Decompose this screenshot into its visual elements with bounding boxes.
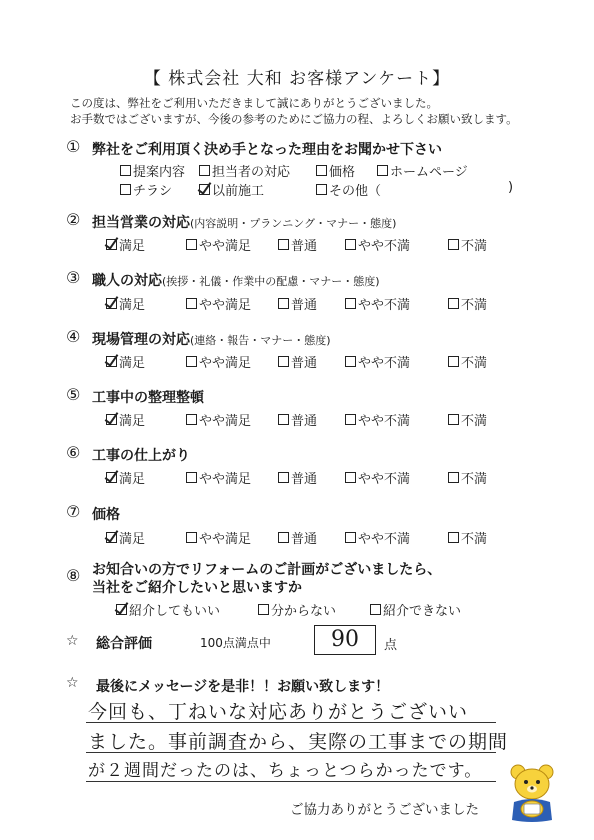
q7-option-dissatisfied[interactable]: 不満 xyxy=(448,528,487,547)
checkbox-icon[interactable] xyxy=(448,414,459,425)
overall-scale: 100点満点中 xyxy=(200,636,271,650)
score-field[interactable]: 90 xyxy=(314,625,376,655)
question-1-text: 弊社をご利用頂く決め手となった理由をお聞かせ下さい xyxy=(92,142,442,158)
message-line-2: ました。事前調査から、実際の工事までの期間 xyxy=(88,731,509,753)
question-8-text: お知合いの方でリフォームのご計画がございましたら、 xyxy=(92,562,442,578)
q4-option-somewhat-dissatisfied[interactable]: やや不満 xyxy=(345,352,410,371)
q2-option-satisfied[interactable]: 満足 xyxy=(106,235,145,254)
checked-checkbox-icon[interactable] xyxy=(106,472,117,483)
closing-message: ご協力ありがとうございました xyxy=(290,802,479,818)
checkbox-icon[interactable] xyxy=(199,165,210,176)
question-7-number: ⑦ xyxy=(66,502,81,521)
checkbox-icon[interactable] xyxy=(370,604,381,615)
q2-option-neutral[interactable]: 普通 xyxy=(278,235,317,254)
question-6-text: 工事の仕上がり xyxy=(92,448,190,464)
message-underline xyxy=(86,781,496,782)
checkbox-icon[interactable] xyxy=(345,239,356,250)
q4-option-neutral[interactable]: 普通 xyxy=(278,352,317,371)
checkbox-icon[interactable] xyxy=(278,414,289,425)
checkbox-icon[interactable] xyxy=(278,532,289,543)
q1-option-other[interactable]: その他（ xyxy=(316,180,381,199)
q6-option-somewhat-dissatisfied[interactable]: やや不満 xyxy=(345,468,410,487)
checkbox-icon[interactable] xyxy=(448,356,459,367)
checkbox-icon[interactable] xyxy=(345,414,356,425)
question-2-number: ② xyxy=(66,210,81,229)
q5-option-neutral[interactable]: 普通 xyxy=(278,410,317,429)
question-8-number: ⑧ xyxy=(66,566,81,585)
checkbox-icon[interactable] xyxy=(186,472,197,483)
checked-checkbox-icon[interactable] xyxy=(106,356,117,367)
message-underline xyxy=(86,752,496,753)
q6-option-somewhat-satisfied[interactable]: やや満足 xyxy=(186,468,251,487)
q1-option-previous-work[interactable]: 以前施工 xyxy=(199,180,264,199)
checkbox-icon[interactable] xyxy=(448,298,459,309)
question-8-text-line-2: 当社をご紹介したいと思いますか xyxy=(92,580,302,596)
checkbox-icon[interactable] xyxy=(186,356,197,367)
q8-option-unsure[interactable]: 分からない xyxy=(258,600,336,619)
q2-option-somewhat-satisfied[interactable]: やや満足 xyxy=(186,235,251,254)
checkbox-icon[interactable] xyxy=(120,165,131,176)
q6-option-dissatisfied[interactable]: 不満 xyxy=(448,468,487,487)
question-2-text: 担当営業の対応(内容説明・プランニング・マナー・態度) xyxy=(92,215,397,231)
intro-line-1: この度は、弊社をご利用いただきまして誠にありがとうございました。 xyxy=(70,96,438,110)
checked-checkbox-icon[interactable] xyxy=(106,532,117,543)
checkbox-icon[interactable] xyxy=(186,414,197,425)
q1-option-staff[interactable]: 担当者の対応 xyxy=(199,161,290,180)
q3-option-dissatisfied[interactable]: 不満 xyxy=(448,294,487,313)
checkbox-icon[interactable] xyxy=(186,298,197,309)
q7-option-somewhat-satisfied[interactable]: やや満足 xyxy=(186,528,251,547)
bear-mascot-icon xyxy=(506,762,558,826)
checked-checkbox-icon[interactable] xyxy=(106,239,117,250)
checkbox-icon[interactable] xyxy=(278,298,289,309)
question-5-text: 工事中の整理整頓 xyxy=(92,390,204,406)
star-icon: ☆ xyxy=(66,633,79,649)
q1-option-flyer[interactable]: チラシ xyxy=(120,180,172,199)
checkbox-icon[interactable] xyxy=(345,472,356,483)
intro-line-2: お手数ではございますが、今後の参考のためにご協力の程、よろしくお願い致します。 xyxy=(70,112,518,126)
checkbox-icon[interactable] xyxy=(258,604,269,615)
q3-option-somewhat-dissatisfied[interactable]: やや不満 xyxy=(345,294,410,313)
checked-checkbox-icon[interactable] xyxy=(106,414,117,425)
star-icon: ☆ xyxy=(66,675,79,691)
checkbox-icon[interactable] xyxy=(186,532,197,543)
q4-option-somewhat-satisfied[interactable]: やや満足 xyxy=(186,352,251,371)
q1-option-homepage[interactable]: ホームページ xyxy=(377,161,468,180)
checkbox-icon[interactable] xyxy=(377,165,388,176)
page-title: 【 株式会社 大和 お客様アンケート】 xyxy=(143,69,451,89)
checkbox-icon[interactable] xyxy=(316,184,327,195)
message-line-3: が２週間だったのは、ちょっとつらかったです。 xyxy=(88,761,483,781)
q4-option-satisfied[interactable]: 満足 xyxy=(106,352,145,371)
message-label: 最後にメッセージを是非！！お願い致します！ xyxy=(96,679,390,695)
q2-option-dissatisfied[interactable]: 不満 xyxy=(448,235,487,254)
checkbox-icon[interactable] xyxy=(186,239,197,250)
q4-option-dissatisfied[interactable]: 不満 xyxy=(448,352,487,371)
q6-option-satisfied[interactable]: 満足 xyxy=(106,468,145,487)
q7-option-satisfied[interactable]: 満足 xyxy=(106,528,145,547)
question-3-number: ③ xyxy=(66,268,81,287)
q5-option-dissatisfied[interactable]: 不満 xyxy=(448,410,487,429)
q5-option-somewhat-satisfied[interactable]: やや満足 xyxy=(186,410,251,429)
checked-checkbox-icon[interactable] xyxy=(116,604,127,615)
q1-option-proposal[interactable]: 提案内容 xyxy=(120,161,185,180)
overall-label: 総合評価 xyxy=(96,636,152,652)
checkbox-icon[interactable] xyxy=(448,532,459,543)
checked-checkbox-icon[interactable] xyxy=(199,184,210,195)
checkbox-icon[interactable] xyxy=(345,532,356,543)
question-4-text: 現場管理の対応(連絡・報告・マナー・態度) xyxy=(92,332,331,348)
question-6-number: ⑥ xyxy=(66,443,81,462)
checkbox-icon[interactable] xyxy=(278,239,289,250)
question-3-text: 職人の対応(挨拶・礼儀・作業中の配慮・マナー・態度) xyxy=(92,273,380,289)
question-1-number: ① xyxy=(66,137,81,156)
q1-other-close-paren: ) xyxy=(508,180,514,195)
question-7-text: 価格 xyxy=(92,507,120,523)
message-underline xyxy=(86,722,496,723)
checkbox-icon[interactable] xyxy=(278,472,289,483)
checkbox-icon[interactable] xyxy=(345,356,356,367)
question-5-number: ⑤ xyxy=(66,385,81,404)
q8-option-cannot-refer[interactable]: 紹介できない xyxy=(370,600,461,619)
checkbox-icon[interactable] xyxy=(120,184,131,195)
checkbox-icon[interactable] xyxy=(345,298,356,309)
checkbox-icon[interactable] xyxy=(316,165,327,176)
question-4-number: ④ xyxy=(66,327,81,346)
q5-option-satisfied[interactable]: 満足 xyxy=(106,410,145,429)
q3-option-neutral[interactable]: 普通 xyxy=(278,294,317,313)
q7-option-neutral[interactable]: 普通 xyxy=(278,528,317,547)
q6-option-neutral[interactable]: 普通 xyxy=(278,468,317,487)
q3-option-somewhat-satisfied[interactable]: やや満足 xyxy=(186,294,251,313)
checkbox-icon[interactable] xyxy=(448,472,459,483)
q5-option-somewhat-dissatisfied[interactable]: やや不満 xyxy=(345,410,410,429)
checkbox-icon[interactable] xyxy=(448,239,459,250)
q8-option-can-refer[interactable]: 紹介してもいい xyxy=(116,600,220,619)
message-line-1: 今回も、丁ねいな対応ありがとうございい xyxy=(88,701,469,723)
checked-checkbox-icon[interactable] xyxy=(106,298,117,309)
q3-option-satisfied[interactable]: 満足 xyxy=(106,294,145,313)
q7-option-somewhat-dissatisfied[interactable]: やや不満 xyxy=(345,528,410,547)
checkbox-icon[interactable] xyxy=(278,356,289,367)
q1-option-price[interactable]: 価格 xyxy=(316,161,355,180)
score-unit: 点 xyxy=(384,638,398,653)
q2-option-somewhat-dissatisfied[interactable]: やや不満 xyxy=(345,235,410,254)
